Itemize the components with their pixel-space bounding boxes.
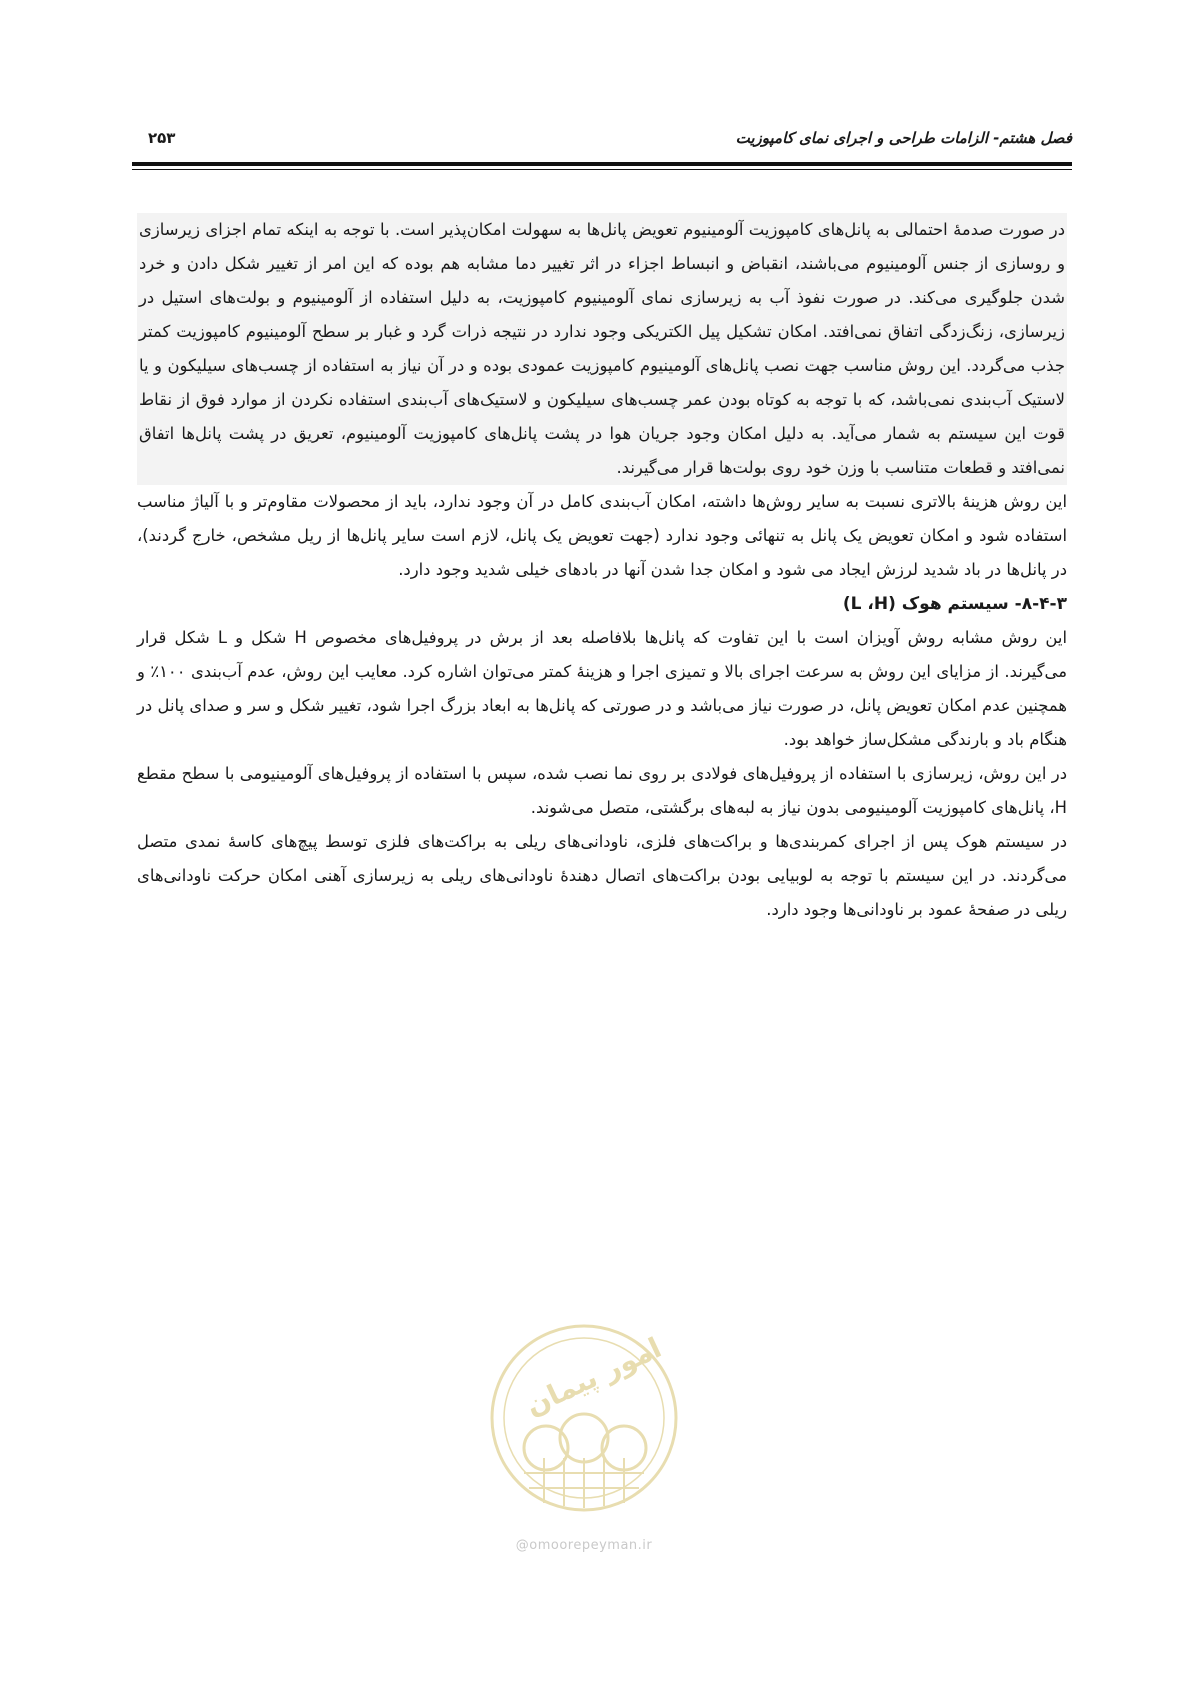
paragraph: در این روش، زیرسازی با استفاده از پروفیل‌های فولادی بر روی نما نصب شده، سپس با استفاده از پروفیل‌های آلومینیومی با سطح مقطع H، پانل‌های کامپوزیت آلومینیومی بدون نیاز به لبه‌های برگشتی، متصل می‌شوند. (137, 764, 1067, 817)
header-rule-thick (132, 162, 1072, 166)
page-number: ۲۵۳ (148, 129, 176, 147)
paragraph: این روش مشابه روش آویزان است با این تفاوت که پانل‌ها بلافاصله بعد از برش در پروفیل‌های مخصوص H شکل و L شکل قرار می‌گیرند. از مزایای این روش به سرعت اجرای بالا و تمیزی اجرا و هزینهٔ کمتر می‌توان اشاره کرد. معایب این روش، عدم آب‌بندی ۱۰۰٪ و همچنین عدم امکان تعویض پانل، در صورت نیاز می‌باشد و در صورتی که پانل‌ها به ابعاد بزرگ اجرا شود، تغییر شکل و سر و صدای پانل در هنگام باد و بارندگی مشکل‌ساز خواهد بود. (137, 628, 1068, 749)
paragraph: در سیستم هوک پس از اجرای کمربندی‌ها و براکت‌های فلزی، ناودانی‌های ریلی به براکت‌های فلزی توسط پیچ‌های کاسهٔ نمدی متصل می‌گردند. در این سیستم با توجه به لوبیایی بودن براکت‌های اتصال دهندهٔ ناودانی‌های ریلی به زیرسازی آهنی امکان حرکت ناودانی‌های ریلی در صفحهٔ عمود بر ناودانی‌ها وجود دارد. (137, 832, 1067, 919)
watermark-logo (484, 1308, 684, 1538)
paragraph: این روش هزینهٔ بالاتری نسبت به سایر روش‌ها داشته، امکان آب‌بندی کامل در آن وجود ندارد، باید از محصولات مقاوم‌تر و با آلیاژ مناسب استفاده شود و امکان تعویض یک پانل به تنهائی وجود ندارد (جهت تعویض یک پانل، لازم است سایر پانل‌ها از ریل مشخص، خارج گردند)، در پانل‌ها در باد شدید لرزش ایجاد می شود و امکان جدا شدن آنها در بادهای خیلی شدید وجود دارد. (137, 492, 1067, 579)
watermark-logo-text: امور پیمان (520, 1330, 667, 1423)
shaded-paragraph: در صورت صدمهٔ احتمالی به پانل‌های کامپوزیت آلومینیوم تعویض پانل‌ها به سهولت امکان‌پذیر است. با توجه به اینکه تمام اجزای زیرسازی و روسازی از جنس آلومینیوم می‌باشند، انقباض و انبساط اجزاء در اثر تغییر دما مشابه هم بوده که این امر از تغییر شکل دادن و خرد شدن جلوگیری می‌کند. در صورت نفوذ آب به زیرسازی نمای آلومینیوم کامپوزیت، به دلیل استفاده از آلومینیوم و بولت‌های استیل در زیرسازی، زنگ‌زدگی اتفاق نمی‌افتد. امکان تشکیل پیل الکتریکی وجود ندارد در نتیجه ذرات گرد و غبار بر سطح آلومینیوم کامپوزیت کمتر جذب می‌گردد. این روش مناسب جهت نصب پانل‌های آلومینیوم کامپوزیت عمودی بوده و در آن نیاز به استفاده از چسب‌های سیلیکون و یا لاستیک آب‌بندی نمی‌باشد، که با توجه به کوتاه بودن عمر چسب‌های سیلیکون و لاستیک‌های آب‌بندی استفاده نکردن از موارد فوق از نقاط قوت این سیستم به شمار می‌آید. به دلیل امکان وجود جریان هوا در پشت پانل‌های کامپوزیت آلومینیوم، تعریق در پشت پانل‌ها اتفاق نمی‌افتد و قطعات متناسب با وزن خود روی بولت‌ها قرار می‌گیرند. (137, 213, 1067, 485)
body-text (137, 213, 1067, 927)
page-header (132, 125, 1072, 161)
section-heading: ۸-۴-۳- سیستم هوک (L ،H) (842, 594, 1067, 614)
header-rule-thin (132, 169, 1072, 170)
running-title: فصل هشتم- الزامات طراحی و اجرای نمای کامپوزیت (735, 129, 1072, 147)
watermark-url: @omoorepeyman.ir (515, 1538, 653, 1553)
